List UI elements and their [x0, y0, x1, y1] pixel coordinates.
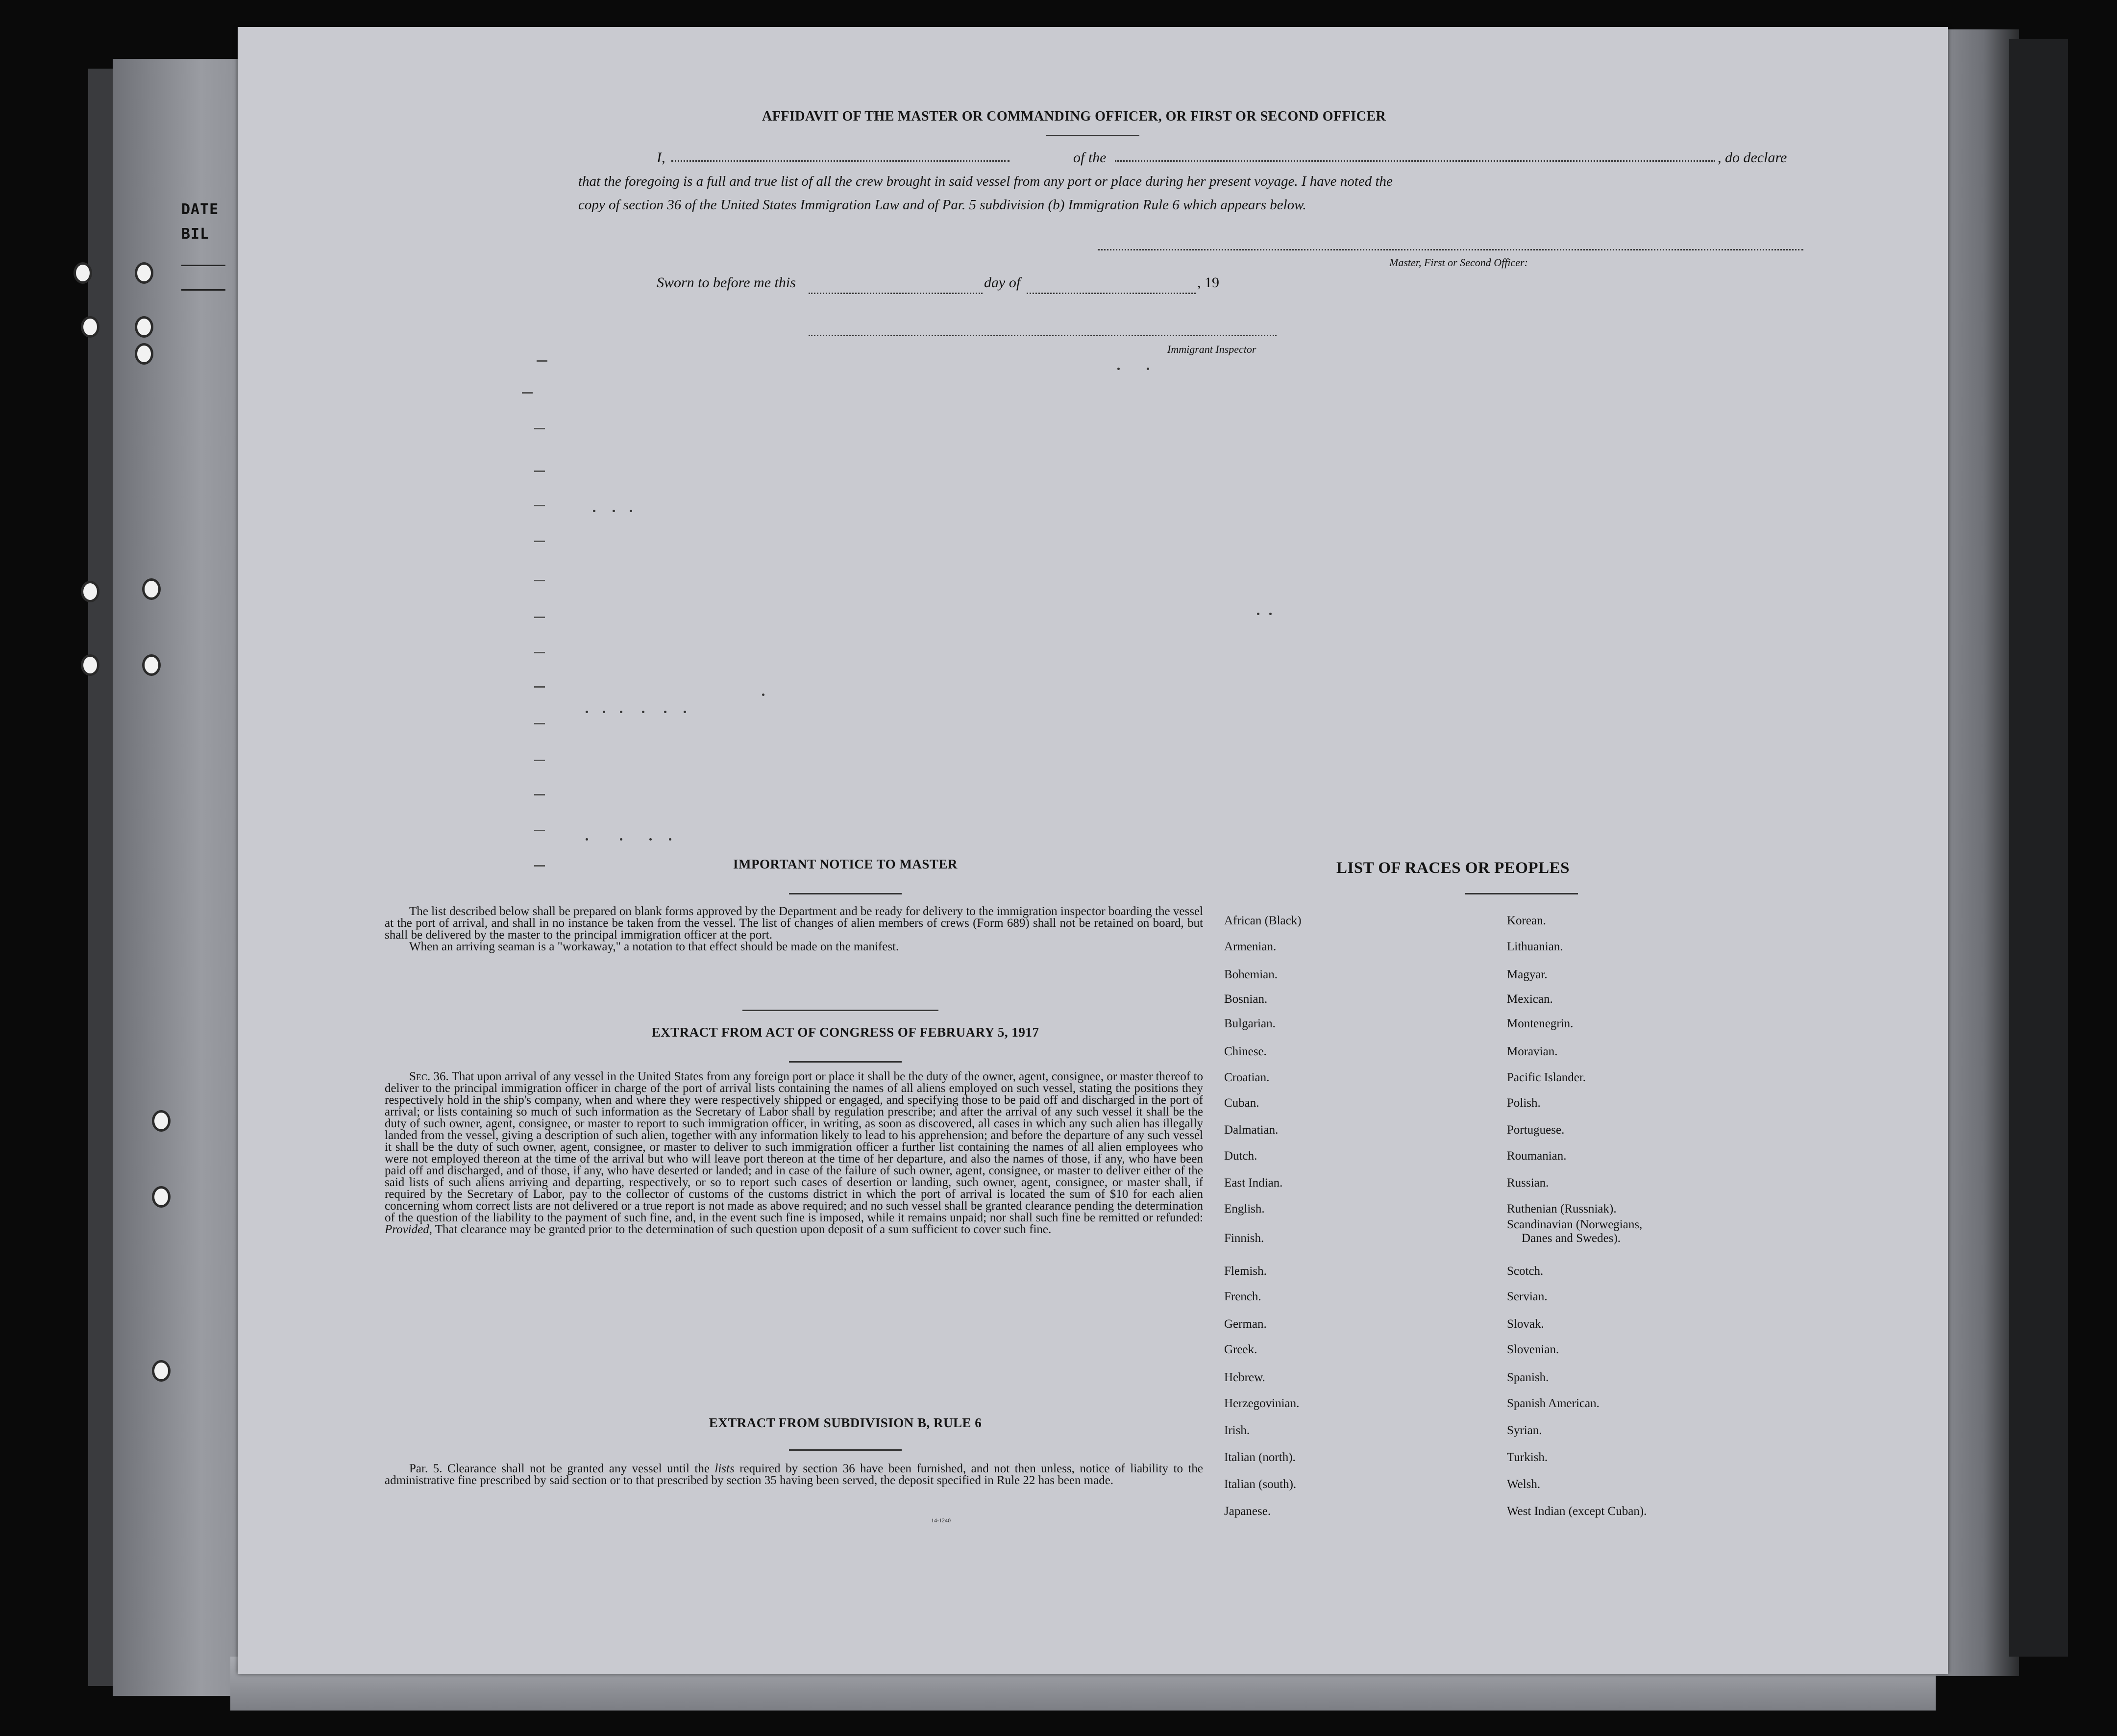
master-signature-line	[1098, 249, 1803, 250]
par-5-tail: required by section 36 have been furnished, and not then unless, notice of liability to the administrative fine prescribed by said section or to that prescribed by section 35 having been served, the deposit specified in Rule 22 has been made.	[385, 1462, 1203, 1487]
notice-paragraph-1: The list described below shall be prepared on blank forms approved by the Department and be ready for delivery to the immigration inspector boarding the vessel at the port of arrival, and shall in no instance be taken from the vessel. The list of changes of alien members of crews (Form 689) shall not be retained on board, but shall be delivered by the master to the principal immigration officer at the port.	[385, 905, 1203, 942]
race-item: Servian.	[1507, 1290, 1548, 1303]
binder-hole	[142, 654, 161, 676]
bleed-mark	[534, 686, 545, 688]
bleed-dot	[586, 838, 588, 841]
bleed-dot	[620, 838, 622, 841]
race-item: Turkish.	[1507, 1451, 1548, 1464]
provided-word: Provided,	[385, 1223, 432, 1236]
affidavit-vessel-blank	[1115, 160, 1715, 162]
par-5-text: Par. 5. Clearance shall not be granted any vessel until the	[409, 1462, 715, 1475]
binder-hole	[142, 578, 161, 600]
race-item: Roumanian.	[1507, 1149, 1567, 1163]
race-item: Bulgarian.	[1224, 1017, 1276, 1030]
affidavit-do-declare: , do declare	[1718, 149, 1787, 166]
sworn-text: Sworn to before me this	[657, 274, 796, 291]
bleed-dot	[586, 711, 588, 713]
sworn-month-blank	[1027, 293, 1196, 294]
race-item: Scandinavian (Norwegians,	[1507, 1218, 1643, 1231]
race-item: Japanese.	[1224, 1505, 1271, 1518]
binder-hole	[135, 262, 153, 284]
extract-rule-title-rule	[789, 1449, 902, 1451]
inspector-signature-label: Immigrant Inspector	[1167, 343, 1256, 355]
race-item: German.	[1224, 1317, 1267, 1331]
race-item: Italian (south).	[1224, 1478, 1297, 1491]
race-item: French.	[1224, 1290, 1261, 1303]
affidavit-title-rule	[1046, 135, 1139, 136]
bleed-mark	[534, 541, 545, 542]
bleed-mark	[534, 830, 545, 831]
race-item: Flemish.	[1224, 1265, 1267, 1278]
race-item: Ruthenian (Russniak).	[1507, 1202, 1617, 1215]
bleed-mark	[534, 760, 545, 761]
bleed-dot	[664, 711, 666, 713]
race-item: Portuguese.	[1507, 1123, 1565, 1137]
race-item: Italian (north).	[1224, 1451, 1296, 1464]
bleed-dot	[1147, 368, 1149, 370]
section-36-tail: That clearance may be granted prior to the determination of such question upon deposit of a sum sufficient to cover such fine.	[432, 1223, 1052, 1236]
bleed-dot	[630, 510, 632, 512]
notice-title-rule	[789, 893, 902, 894]
extract-act-title: EXTRACT FROM ACT OF CONGRESS OF FEBRUARY 5, 1917	[651, 1025, 1039, 1040]
bleed-mark	[534, 428, 545, 429]
binder-hole	[81, 581, 99, 602]
race-item: Syrian.	[1507, 1424, 1542, 1437]
race-item: Cuban.	[1224, 1096, 1259, 1110]
sworn-day-of: day of	[984, 274, 1021, 291]
race-item: Spanish.	[1507, 1371, 1549, 1384]
form-number: 14-1240	[931, 1517, 951, 1524]
bleed-mark	[522, 392, 533, 394]
race-item: Pacific Islander.	[1507, 1071, 1586, 1084]
bleed-dot	[1257, 613, 1259, 615]
races-title-rule	[1465, 893, 1578, 894]
race-item: Welsh.	[1507, 1478, 1541, 1491]
bleed-mark	[534, 652, 545, 653]
extract-act-body	[385, 1071, 1203, 1236]
race-item: Spanish American.	[1507, 1397, 1600, 1410]
race-item: Moravian.	[1507, 1045, 1558, 1058]
race-item: Armenian.	[1224, 940, 1277, 953]
bleed-dot	[684, 711, 686, 713]
race-item: English.	[1224, 1202, 1265, 1215]
race-item: Polish.	[1507, 1096, 1541, 1110]
bleed-mark	[534, 471, 545, 472]
race-item: Magyar.	[1507, 968, 1548, 981]
lists-word: lists	[714, 1462, 735, 1475]
binder-hole	[135, 316, 153, 338]
affidavit-of-the: of the	[1073, 149, 1107, 166]
binder-hole	[152, 1110, 171, 1132]
race-item: Scotch.	[1507, 1265, 1544, 1278]
section-divider	[742, 1010, 938, 1011]
bleed-mark	[534, 794, 545, 795]
race-item: Irish.	[1224, 1424, 1250, 1437]
bleed-dot	[620, 711, 622, 713]
bleed-dot	[649, 838, 652, 841]
bleed-mark	[534, 617, 545, 618]
binder-hole	[152, 1360, 171, 1382]
race-item: Dalmatian.	[1224, 1123, 1279, 1137]
affidavit-name-blank	[671, 160, 1009, 162]
race-item: Korean.	[1507, 914, 1546, 927]
race-item: Chinese.	[1224, 1045, 1267, 1058]
race-item: Slovenian.	[1507, 1343, 1559, 1356]
binder-hole	[135, 343, 153, 365]
bleed-dot	[593, 510, 595, 512]
bleed-dot	[603, 711, 605, 713]
sworn-day-blank	[809, 293, 983, 294]
inspector-signature-line	[809, 335, 1277, 336]
race-item: Montenegrin.	[1507, 1017, 1574, 1030]
extract-rule-body	[385, 1463, 1203, 1487]
bleed-dot	[669, 838, 671, 841]
bleed-dot	[1117, 368, 1120, 370]
race-item: Greek.	[1224, 1343, 1257, 1356]
races-title: LIST OF RACES OR PEOPLES	[1336, 859, 1570, 877]
binder-edge-right	[2009, 39, 2068, 1657]
bleed-mark	[534, 580, 545, 581]
race-item: Lithuanian.	[1507, 940, 1563, 953]
stub-text-bil: BIL	[181, 225, 210, 243]
bleed-mark	[534, 865, 545, 867]
race-item: Finnish.	[1224, 1232, 1264, 1245]
stub-rule	[181, 265, 225, 266]
race-item: Mexican.	[1507, 992, 1553, 1006]
extract-act-title-rule	[789, 1061, 902, 1063]
race-item: Bosnian.	[1224, 992, 1268, 1006]
bleed-dot	[613, 510, 615, 512]
extract-rule-title: EXTRACT FROM SUBDIVISION B, RULE 6	[709, 1415, 982, 1430]
notice-title: IMPORTANT NOTICE TO MASTER	[733, 857, 958, 871]
sworn-year: , 19	[1197, 274, 1219, 291]
section-36-text: 36. That upon arrival of any vessel in the United States from any foreign port or place it shall be the duty of the owner, agent, consignee, or master thereof to deliver to the principal immigration officer in charge of the port of arrival lists containing the names of all aliens employed on such vessel, stating the positions they respectively hold in the ship's company, when and where they were respectively shipped or engaged, and specifying those to be paid off and discharged in the port of arrival; or lists containing so much of such information as the Secretary of Labor shall by regulation prescribe; and after the arrival of any such vessel it shall be the duty of such owner, agent, consignee, or master to report to such immigration officer, in writing, as soon as discovered, all cases in which any such alien has illegally landed from the vessel, giving a description of such alien, together with any information likely to lead to his apprehension; and before the departure of any such vessel it shall be the duty of such owner, agent, consignee, or master to deliver to such immigration officer a further list containing the names of all alien employees who were not employed thereon at the time of the arrival but who will leave port thereon at the time of her departure, and also the names of those, if any, who have been paid off and discharged, and of those, if any, who have deserted or landed; and in case of the failure of such owner, agent, consignee, or master to deliver either of the said lists of such aliens arriving and departing, respectively, or so to report such cases of desertion or landing, such owner, agent, consignee, or master shall, if required by the Secretary of Labor, pay to the collector of customs of the customs district in which the port of arrival is located the sum of $10 for each alien concerning whom correct lists are not delivered or a true report is not made as above required; and no such vessel shall be granted clearance pending the determination of the question of the liability to the payment of such fine, and, in the event such fine is imposed, while it remains unpaid; nor shall such fine be remitted or refunded:	[385, 1070, 1203, 1224]
binder-hole	[81, 316, 99, 338]
affidavit-line-2: that the foregoing is a full and true list of all the crew brought in said vessel from any port or place during her present voyage. I have noted the	[578, 174, 1393, 189]
race-item: Hebrew.	[1224, 1371, 1265, 1384]
bleed-mark	[534, 723, 545, 724]
manifest-page	[238, 27, 1948, 1674]
stub-text-date: DATE	[181, 201, 219, 218]
notice-body	[385, 906, 1203, 953]
race-item: Croatian.	[1224, 1071, 1270, 1084]
notice-paragraph-2: When an arriving seaman is a "workaway," a notation to that effect should be made on the manifest.	[409, 940, 899, 953]
race-item: Herzegovinian.	[1224, 1397, 1300, 1410]
race-item: African (Black)	[1224, 914, 1302, 927]
binder-hole	[74, 262, 92, 284]
race-item: West Indian (except Cuban).	[1507, 1505, 1647, 1518]
race-item-continuation: Danes and Swedes).	[1522, 1232, 1621, 1245]
stub-rule	[181, 289, 225, 291]
race-item: Dutch.	[1224, 1149, 1257, 1163]
race-item: East Indian.	[1224, 1176, 1283, 1190]
bleed-dot	[1269, 613, 1272, 615]
bleed-mark	[537, 360, 547, 362]
bleed-mark	[534, 505, 545, 506]
section-label: Sec.	[409, 1070, 431, 1083]
master-signature-label: Master, First or Second Officer:	[1389, 256, 1528, 269]
bleed-dot	[642, 711, 644, 713]
race-item: Russian.	[1507, 1176, 1549, 1190]
race-item: Bohemian.	[1224, 968, 1278, 981]
affidavit-i: I,	[657, 149, 665, 166]
binder-hole	[152, 1186, 171, 1208]
affidavit-line-3: copy of section 36 of the United States Immigration Law and of Par. 5 subdivision (b) Immigration Rule 6 which appears below.	[578, 197, 1306, 213]
affidavit-title: AFFIDAVIT OF THE MASTER OR COMMANDING OFFICER, OR FIRST OR SECOND OFFICER	[762, 109, 1386, 124]
bleed-dot	[762, 694, 764, 696]
race-item: Slovak.	[1507, 1317, 1544, 1331]
binder-hole	[81, 654, 99, 676]
